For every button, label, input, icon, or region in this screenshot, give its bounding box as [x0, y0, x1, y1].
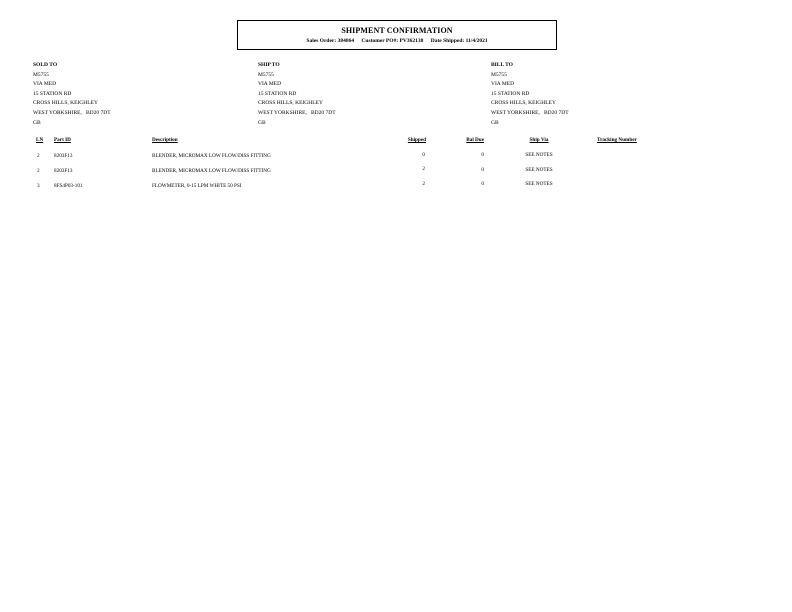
address-line: VIA MED — [33, 81, 57, 88]
address-line: M5755 — [33, 71, 49, 78]
address-line: CROSS HILLS, KEIGHLEY — [258, 100, 323, 107]
document-header — [237, 20, 557, 50]
date-shipped-group — [431, 38, 488, 44]
cell-ship-via: SEE NOTES — [525, 152, 553, 158]
column-header-shipped: Shipped — [407, 137, 426, 143]
cell-description: BLENDER, MICROMAX LOW FLOW/DISS FITTING — [152, 153, 271, 159]
cell-description: BLENDER, MICROMAX LOW FLOW/DISS FITTING — [152, 168, 271, 174]
address-line: GB — [491, 119, 499, 126]
customer-po-value: PV362138 — [399, 38, 424, 44]
cell-bal-due: 0 — [481, 152, 484, 158]
address-line: CROSS HILLS, KEIGHLEY — [491, 100, 556, 107]
address-line: VIA MED — [491, 81, 515, 88]
address-line: WEST YORKSHIRE, BD20 7DT — [491, 109, 569, 116]
cell-ship-via: SEE NOTES — [525, 181, 553, 187]
column-header-part-id: Part ID — [54, 137, 71, 143]
column-header-description: Description — [152, 137, 178, 143]
cell-bal-due: 0 — [481, 167, 484, 173]
document-subtitle — [238, 38, 556, 44]
cell-part-id: 8203F13 — [54, 153, 73, 159]
date-shipped-value: 11/4/2021 — [465, 38, 488, 44]
sales-order-value: 384864 — [337, 38, 355, 44]
address-line: CROSS HILLS, KEIGHLEY — [33, 100, 98, 107]
cell-part-id: 8203F13 — [54, 168, 73, 174]
bill-to-block — [491, 61, 569, 128]
address-line: VIA MED — [258, 81, 282, 88]
cell-shipped: 0 — [422, 152, 425, 158]
cell-ln: 3 — [37, 183, 40, 189]
sold-to-block — [33, 61, 111, 128]
address-line: M5755 — [258, 71, 274, 78]
sold-to-heading: SOLD TO — [33, 62, 58, 68]
cell-shipped: 2 — [422, 181, 425, 187]
sales-order-group — [306, 38, 354, 44]
ship-to-heading: SHIP TO — [258, 62, 280, 68]
sales-order-label: Sales Order: — [306, 38, 337, 44]
column-header-ship-via: Ship Via — [529, 137, 549, 143]
bill-to-heading: BILL TO — [491, 62, 513, 68]
address-line: GB — [258, 119, 266, 126]
column-header-ln: LN — [36, 137, 44, 143]
date-shipped-label: Date Shipped: — [430, 38, 465, 44]
customer-po-group — [361, 38, 423, 44]
cell-bal-due: 0 — [481, 181, 484, 187]
address-line: 15 STATION RD — [258, 90, 297, 97]
cell-ln: 2 — [37, 153, 40, 159]
customer-po-label: Customer PO#: — [361, 38, 399, 44]
column-header-bal-due: Bal Due — [466, 137, 484, 143]
address-line: WEST YORKSHIRE, BD20 7DT — [33, 109, 111, 116]
address-line: GB — [33, 119, 41, 126]
address-line: M5755 — [491, 71, 507, 78]
cell-description: FLOWMETER, 0-15 LPM WHITE 50 PSI — [152, 183, 242, 189]
address-line: 15 STATION RD — [491, 90, 530, 97]
cell-ln: 2 — [37, 168, 40, 174]
ship-to-block — [258, 61, 336, 128]
document-title: SHIPMENT CONFIRMATION — [341, 26, 453, 35]
address-line: 15 STATION RD — [33, 90, 72, 97]
column-header-tracking-number: Tracking Number — [597, 137, 637, 143]
cell-shipped: 2 — [422, 166, 425, 172]
address-line: WEST YORKSHIRE, BD20 7DT — [258, 109, 336, 116]
cell-ship-via: SEE NOTES — [525, 167, 553, 173]
cell-part-id: 8FS4P03-101 — [54, 183, 83, 189]
